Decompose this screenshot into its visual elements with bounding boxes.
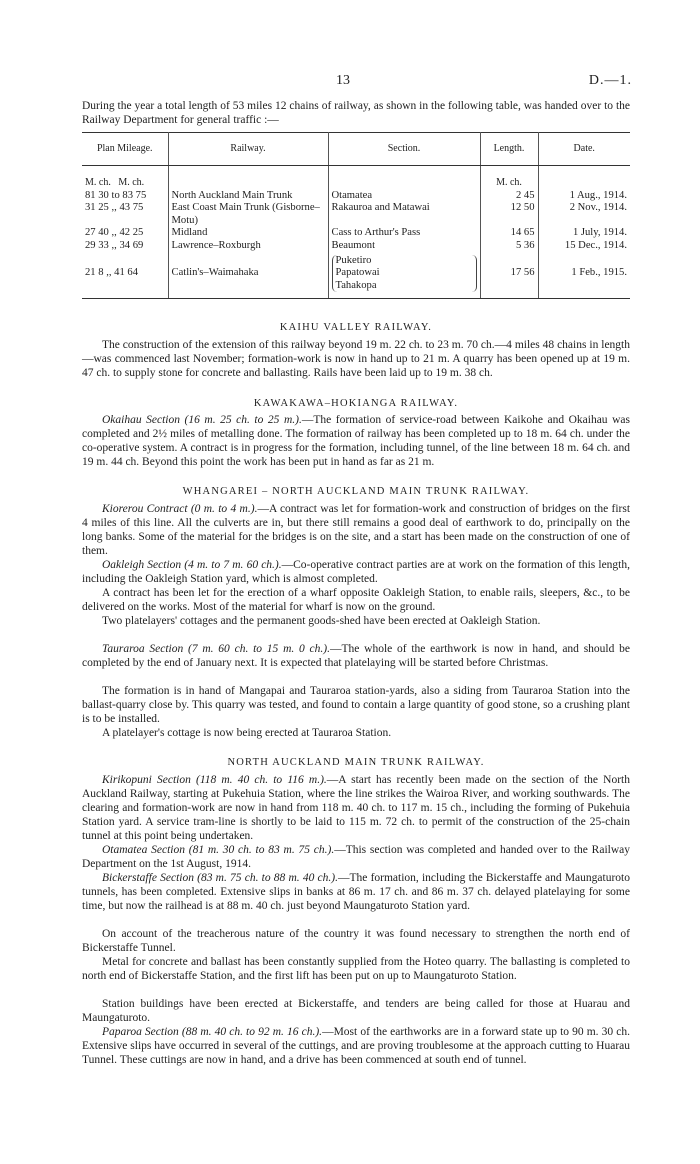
mileage-to: 41 64 [114,267,138,279]
mileage-from: 27 40 [85,227,109,239]
mileage-to-word: to [111,189,120,201]
mileage-to-word: ,, [111,239,117,251]
kirikopuni-paragraph: Kirikopuni Section (118 m. 40 ch. to 116 m.).—A start has recently been made on the section of the North Auckland Railway, starting at Pukehuia Station, where the line strikes the Wairoa River, and working southwards. The clearing and formation-work are now in hand from 118 m. 40 ch. to 117 m. 15 ch., including the forming of Pukehuia Station yard. A service tram-line is shortly to be laid to 115 m. 72 ch. to permit of the construction of the 25-chain tunnel at this point being undertaken. [82,774,630,842]
section-name: Beaumont [328,240,480,253]
railway-name: Lawrence–Roxburgh [168,240,328,253]
date-value: 1 July, 1914. [572,227,627,239]
length-value: 2 45 [480,190,538,203]
mileage-from: 21 8 [85,267,104,279]
unit-length: M. ch. [480,166,538,190]
mileage-to: 34 69 [119,239,144,251]
table-units-row [82,166,630,190]
railway-name: Catlin's–Waimahaka [168,253,328,299]
railway-name: North Auckland Main Trunk [168,190,328,203]
unit-to: M. ch. [118,177,145,188]
oakleigh-paragraph: Oakleigh Section (4 m. to 7 m. 60 ch.).—Co-operative contract parties are at work on the formation of this length, including the Oakleigh Station yard, which is almost completed. [82,559,630,585]
paparoa-paragraph: Paparoa Section (88 m. 40 ch. to 92 m. 16 ch.).—Most of the earthworks are in a forward state up to 90 m. 30 ch. Extensive slips have occurred in several of the cuttings, and are proving troublesome at the approach cutting to Huarau Tunnel. These cuttings are now in hand, and a drive has been commenced at south end of tunnel. [82,1026,630,1066]
otamatea-paragraph: Otamatea Section (81 m. 30 ch. to 83 m. 75 ch.).—This section was completed and handed over to the Railway Department on the 1st August, 1914. [82,844,630,870]
unit-from: M. ch. [85,177,111,188]
section-heading-kawakawa-hokianga: KAWAKAWA–HOKIANGA RAILWAY. [253,398,459,409]
length-value: 17 56 [480,253,538,299]
header-length: Length. [480,133,538,166]
section-name: Cass to Arthur's Pass [328,227,480,240]
section-name-group [328,253,480,299]
table-row [82,240,630,253]
header-plan-mileage: Plan Mileage. [82,133,168,166]
mileage-to-word: ,, [111,202,117,214]
length-value: 5 36 [480,240,538,253]
station-yards-paragraph: The formation is in hand of Mangapai and Tauraroa station-yards, also a siding from Tauraroa Station into the ballast-quarry close by. This quarry was tested, and found to contain a large quantity of good stone, so a crushing plant is to be installed. [82,685,630,725]
tunnel-paragraph: On account of the treacherous nature of the country it was found necessary to strengthen the north end of Bickerstaffe Tunnel. [82,928,630,954]
section-name: Rakauroa and Matawai [328,202,480,227]
station-buildings-paragraph: Station buildings have been erected at Bickerstaffe, and tenders are being called for those at Huarau and Maungaturoto. [82,998,630,1024]
table-row [82,227,630,240]
section-heading-kaihu-valley: KAIHU VALLEY RAILWAY. [279,322,433,333]
section-name: Puketiro [335,254,372,266]
mileage-from: 81 30 [85,189,109,201]
length-value: 14 65 [480,227,538,240]
cottages-paragraph: Two platelayers' cottages and the permanent goods-shed have been erected at Oakleigh Station. [102,615,541,627]
bickerstaffe-paragraph: Bickerstaffe Section (83 m. 75 ch. to 88 m. 40 ch.).—The formation, including the Bickerstaffe and Maungaturoto tunnels, has been completed. Extensive slips in banks at 86 m. 17 ch. and 86 m. 37 ch. delayed platelaying for some time, but now the railhead is at 88 m. 40 ch. just beyond Maungaturoto Station yard. [82,872,630,912]
length-value: 12 50 [480,202,538,227]
railway-name: East Coast Main Trunk (Gisborne–Motu) [168,202,328,227]
section-name: Tahakopa [335,279,377,291]
table-row [82,202,630,227]
table-row [82,253,630,299]
kiorerou-paragraph: Kiorerou Contract (0 m. to 4 m.).—A contract was let for formation-work and construction of bridges on the first 4 miles of this line. All the culverts are in, but there still remains a good deal of earthwork to do, principally on the long banks. Some of the material for the bridges is on the site, and a start has been made on the construction of one of them. [82,503,631,557]
mileage-to: 43 75 [119,202,144,214]
mileage-to-word: ,, [111,227,117,239]
header-section: Section. [328,133,480,166]
header-railway: Railway. [168,133,328,166]
section-name: Otamatea [328,190,480,203]
okaihau-paragraph: Okaihau Section (16 m. 25 ch. to 25 m.).—The formation of service-road between Kaikohe and Okaihau was completed and 2½ miles of metalling done. The formation of railway has been completed up to 18 m. 64 ch. under the co-operative system. A contract is in progress for the formation, including tunnel, of the line between 18 m. 64 ch. and 19 m. 44 ch. Beyond this point the work has been put in hand as far as 21 m. [82,414,630,468]
railway-handover-table [82,132,630,299]
page-header [0,73,700,93]
mileage-from: 31 25 [85,202,109,214]
platelayer-cottage-paragraph: A platelayer's cottage is now being erected at Tauraroa Station. [102,727,392,739]
mileage-to-word: ,, [106,267,112,279]
document-reference: D.—1. [588,73,632,88]
date-value: 15 Dec., 1914. [564,239,627,251]
railway-name: Midland [168,227,328,240]
page-number: 13 [336,73,350,88]
wharf-paragraph: A contract has been let for the erection of a wharf opposite Oakleigh Station, to enable rails, sleepers, &c., to be delivered on the works. Most of the material for wharf is now on the ground. [82,587,630,613]
kaihu-paragraph: The construction of the extension of this railway beyond 19 m. 22 ch. to 23 m. 70 ch.—4 miles 48 chains in length—was commenced last November; formation-work is now in hand up to 21 m. A quarry has been opened up at 19 m. 47 ch. to supply stone for concrete and ballasting. Rails have been laid up to 19 m. 38 ch. [82,339,630,379]
header-date: Date. [538,133,630,166]
date-value: 1 Aug., 1914. [569,189,627,201]
mileage-to: 42 25 [119,227,144,239]
ballast-paragraph: Metal for concrete and ballast has been constantly supplied from the Hoteo quarry. The ballasting is completed to north end of Bickerstaffe Station, and the first lift has been put on up to Maungaturoto Station. [82,956,630,982]
date-value: 2 Nov., 1914. [569,202,627,214]
section-heading-whangarei: WHANGAREI – NORTH AUCKLAND MAIN TRUNK RAILWAY. [182,486,530,497]
mileage-to: 83 75 [122,189,147,201]
intro-paragraph: During the year a total length of 53 miles 12 chains of railway, as shown in the following table, was handed over to the Railway Department for general traffic :— [82,100,630,126]
tauraroa-paragraph: Tauraroa Section (7 m. 60 ch. to 15 m. 0 ch.).—The whole of the earthwork is now in hand, and should be completed by the end of January next. It is expected that platelaying will be started before Christmas. [82,643,630,669]
date-value: 1 Feb., 1915. [538,253,630,299]
section-name: Papatowai [335,267,380,279]
section-heading-north-auckland: NORTH AUCKLAND MAIN TRUNK RAILWAY. [227,757,485,768]
mileage-from: 29 33 [85,239,109,251]
table-row [82,190,630,203]
